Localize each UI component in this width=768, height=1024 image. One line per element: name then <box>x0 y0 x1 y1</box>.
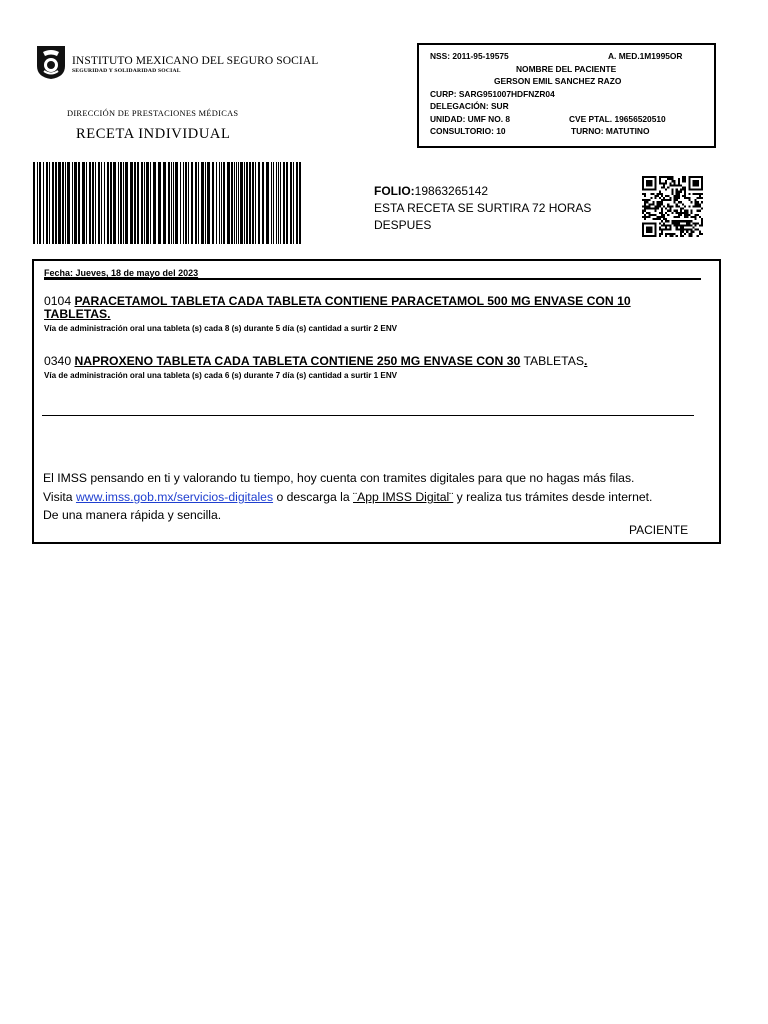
footer-mid-text: o descarga la <box>273 490 354 504</box>
imss-logo-icon <box>34 44 68 80</box>
unidad: UNIDAD: UMF NO. 8 <box>430 114 511 124</box>
medication-instructions: Vía de administración oral una tableta (s) cada 6 (s) durante 7 día (s) cantidad a surtir 1 ENV <box>44 371 398 380</box>
medication-instructions: Vía de administración oral una tableta (s) cada 8 (s) durante 5 día (s) cantidad a surtir 2 ENV <box>44 324 398 333</box>
footer-line3: De una manera rápida y sencilla. <box>43 508 222 522</box>
cve-ptal: CVE PTAL. 19656520510 <box>569 114 666 124</box>
patient-name: GERSON EMIL SANCHEZ RAZO <box>494 76 622 86</box>
agregado-medico: A. MED.1M1995OR <box>608 51 683 61</box>
folio-label: FOLIO: <box>374 184 415 198</box>
copy-label: PACIENTE <box>629 523 689 537</box>
footer-suffix-text: y realiza tus trámites desde internet. <box>453 490 653 504</box>
barcode-image <box>33 162 301 244</box>
medication-description-end: . <box>583 354 588 368</box>
medication-item <box>44 295 631 308</box>
digital-services-link[interactable]: www.imss.gob.mx/servicios-digitales <box>75 490 274 504</box>
qr-code-image <box>642 176 703 237</box>
institution-name: INSTITUTO MEXICANO DEL SEGURO SOCIAL <box>72 55 319 67</box>
date-underline <box>44 278 701 280</box>
folio-block <box>374 183 591 234</box>
medication-code: 0340 <box>44 354 75 368</box>
medication-item-continued <box>44 308 111 321</box>
folio-notice-line1: ESTA RECETA SE SURTIRA 72 HORAS <box>374 201 592 215</box>
medication-description: PARACETAMOL TABLETA CADA TABLETA CONTIENE PARACETAMOL 500 MG ENVASE CON 10 <box>74 294 631 308</box>
app-name: ¨App IMSS Digital¨ <box>353 490 454 504</box>
footer-line1: El IMSS pensando en ti y valorando tu tiempo, hoy cuenta con tramites digitales para que no hagas más filas. <box>43 471 635 485</box>
patient-info-box <box>417 43 716 148</box>
nss: NSS: 2011-95-19575 <box>430 51 509 61</box>
institution-subtitle: SEGURIDAD Y SOLIDARIDAD SOCIAL <box>72 68 181 74</box>
medication-description-cont: TABLETAS. <box>44 307 111 321</box>
consultorio: CONSULTORIO: 10 <box>430 126 506 136</box>
folio-notice-line2: DESPUES <box>374 218 432 232</box>
department-name: DIRECCIÓN DE PRESTACIONES MÉDICAS <box>67 109 239 118</box>
medication-description-tail: TABLETAS <box>520 354 584 368</box>
medication-description: NAPROXENO TABLETA CADA TABLETA CONTIENE 250 MG ENVASE CON 30 <box>74 354 521 368</box>
delegacion: DELEGACIÓN: SUR <box>430 101 509 111</box>
medication-item <box>44 355 587 368</box>
turno: TURNO: MATUTINO <box>571 126 650 136</box>
footer-line2 <box>43 490 652 504</box>
patient-name-label: NOMBRE DEL PACIENTE <box>516 64 617 74</box>
prescription-date: Fecha: Jueves, 18 de mayo del 2023 <box>44 268 199 278</box>
medication-code: 0104 <box>44 294 75 308</box>
separator-line <box>42 415 694 416</box>
folio-number: 19863265142 <box>414 184 489 198</box>
document-title: RECETA INDIVIDUAL <box>76 126 231 142</box>
curp: CURP: SARG951007HDFNZR04 <box>430 89 555 99</box>
footer-visit-text: Visita <box>43 490 76 504</box>
